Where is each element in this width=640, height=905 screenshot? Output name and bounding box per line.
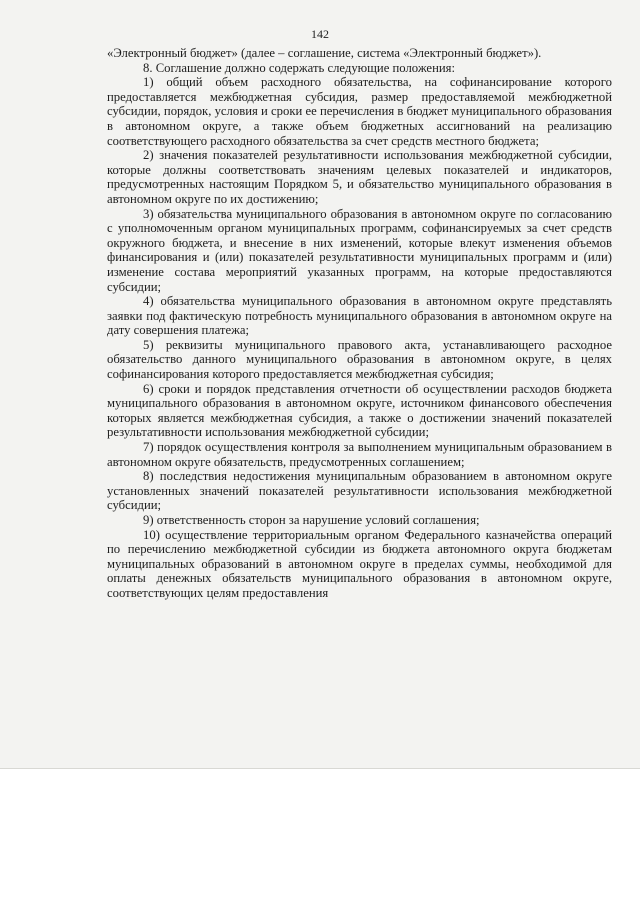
paragraph: 7) порядок осуществления контроля за выполнением муниципальным образованием в автономном округе обязательств, предусмотренных соглашением;	[107, 440, 612, 469]
paragraph: 8) последствия недостижения муниципальным образованием в автономном округе установленных значений показателей результативности использования межбюджетной субсидии;	[107, 469, 612, 513]
paragraph: 5) реквизиты муниципального правового акта, устанавливающего расходное обязательство данного муниципального образования в автономном округе, в целях софинансирования которого предоставляется межбюджетная субсидия;	[107, 337, 612, 382]
paragraph: 6) сроки и порядок представления отчетности об осуществлении расходов бюджета муниципального образования в автономном округе, источником финансового обеспечения которых является межбюджетная субсидия, а также о достижении значений показателей результативности использования межбюджетной субсидии;	[107, 381, 612, 440]
paragraph: 8. Соглашение должно содержать следующие положения:	[143, 60, 456, 75]
paragraph: 3) обязательства муниципального образования в автономном округе по согласованию с уполномоченным органом муниципальных программ, софинансируемых за счет средств окружного бюджета, и внесение в них изменений, которые влекут изменения объемов финансирования и (или) показателей результативности муниципальных программ и (или) изменение состава мероприятий указанных программ, на которые предоставляются субсидии;	[107, 206, 612, 294]
paragraph: 4) обязательства муниципального образования в автономном округе представлять заявки под фактическую потребность муниципального образования в автономном округе на дату совершения платежа;	[107, 294, 612, 338]
page-number: 142	[311, 27, 329, 41]
paragraph: «Электронный бюджет» (далее – соглашение, система «Электронный бюджет»).	[107, 46, 542, 60]
paragraph: 2) значения показателей результативности использования межбюджетной субсидии, которые должны соответствовать значениям целевых показателей и индикаторов, предусмотренных настоящим Порядком 5, и обязательство муниципального образования в автономном округе по их достижению;	[107, 148, 612, 206]
paragraph: 1) общий объем расходного обязательства, на софинансирование которого предоставляется межбюджетная субсидия, размер предоставляемой межбюджетной субсидии, порядок, условия и сроки ее перечисления в бюджет муниципального образования в автономном округе, а также объем бюджетных ассигнований на реализацию соответствующего расходного обязательства за счет средств местного бюджета;	[107, 75, 612, 148]
document-body	[107, 46, 612, 601]
paragraph: 10) осуществление территориальным органом Федерального казначейства операций по перечислению межбюджетной субсидии из бюджета автономного округа бюджетам муниципальных образований в автономном округе в пределах суммы, необходимой для оплаты денежных обязательств муниципального образования в автономном округе, соответствующих целям предоставления	[107, 527, 612, 600]
paragraph: 9) ответственность сторон за нарушение условий соглашения;	[143, 513, 480, 527]
